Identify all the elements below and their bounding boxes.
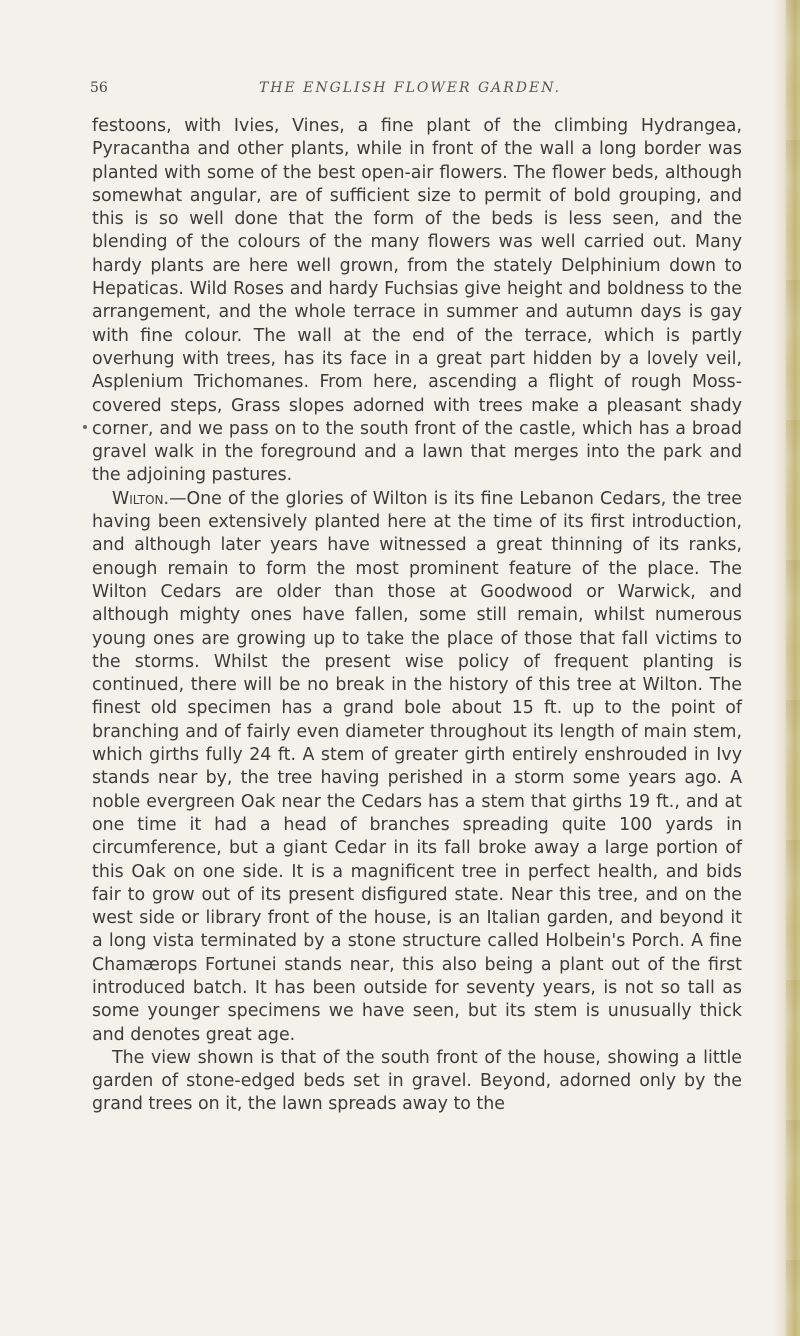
page-number: 56 xyxy=(90,80,108,96)
paragraph-2-body: —One of the glories of Wilton is its fine Lebanon Cedars, the tree having been extensively planted here at the time of its first introduction, and although later years have witnessed a great thinning of its ranks, enough remain to form the most prominent feature of the place. The Wilton Cedars are older than those at Goodwood or Warwick, and although mighty ones have fallen, some still remain, whilst numerous young ones are growing up to take the place of those that fall victims to the storms. Whilst the present wise policy of frequent planting is continued, there will be no break in the history of this tree at Wilton. The finest old specimen has a grand bole about 15 ft. up to the point of branching and of fairly even diameter throughout its length of main stem, which girths fully 24 ft. A stem of greater girth entirely enshrouded in Ivy stands near by, the tree having perished in a storm some years ago. A noble evergreen Oak near the Cedars has a stem that girths 19 ft., and at one time it had a head of branches spreading quite 100 yards in circumference, but a giant Cedar in its fall broke away a large portion of this Oak on one side. It is a magnificent tree in perfect health, and bids fair to grow out of its present disfigured state. Near this tree, and on the west side or library front of the house, is an Italian garden, and beyond it a long vista terminated by a stone structure called Holbein's Porch. A fine Chamærops Fortunei stands near, this also being a plant out of the first introduced batch. It has been outside for seventy years, is not so tall as some younger specimens we have seen, but its stem is unusually thick and denotes great age. xyxy=(92,488,742,1045)
section-heading-wilton: Wilton. xyxy=(112,488,170,509)
body-text xyxy=(92,115,742,1117)
running-title: THE ENGLISH FLOWER GARDEN. xyxy=(258,80,562,96)
paragraph-1: festoons, with Ivies, Vines, a fine plant of the climbing Hydrangea, Pyracantha and other plants, while in front of the wall a long border was planted with some of the best open-air flowers. The flower beds, although somewhat angular, are of sufficient size to permit of bold grouping, and this is so well done that the form of the beds is less seen, and the blending of the colours of the many flowers was well carried out. Many hardy plants are here well grown, from the stately Delphinium down to Hepaticas. Wild Roses and hardy Fuchsias give height and boldness to the arrangement, and the whole terrace in summer and autumn days is gay with fine colour. The wall at the end of the terrace, which is partly overhung with trees, has its face in a great part hidden by a lovely veil, Asplenium Trichomanes. From here, ascending a flight of rough Moss-covered steps, Grass slopes adorned with trees make a pleasant shady corner, and we pass on to the south front of the castle, which has a broad gravel walk in the foreground and a lawn that merges into the park and the adjoining pastures. xyxy=(92,116,742,486)
margin-mark xyxy=(83,425,87,429)
paragraph-2 xyxy=(92,488,742,1047)
page-edge-foxing xyxy=(786,0,800,1336)
page-header xyxy=(90,80,730,104)
paragraph-3: The view shown is that of the south front of the house, showing a little garden of stone-edged beds set in gravel. Beyond, adorned only by the grand trees on it, the lawn spreads away to the xyxy=(92,1047,742,1115)
